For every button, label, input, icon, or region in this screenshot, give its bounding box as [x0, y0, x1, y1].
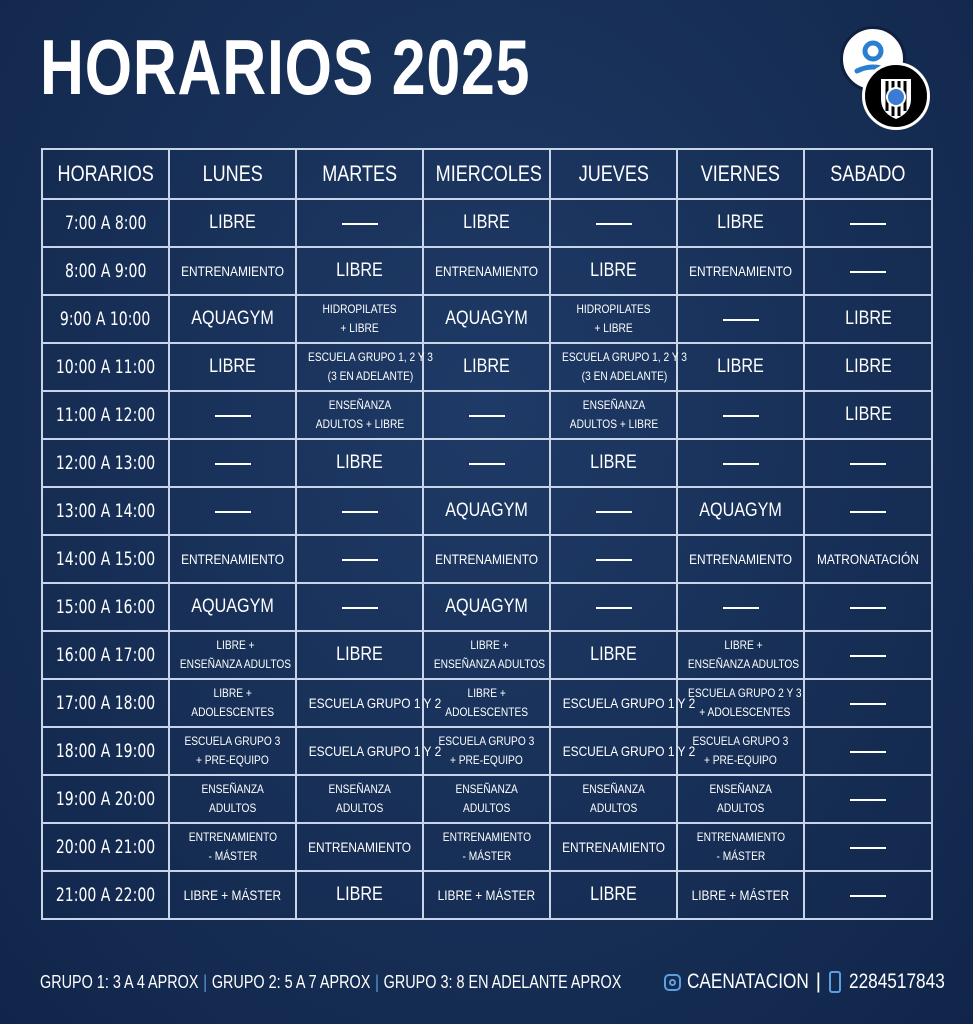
phone-number[interactable]: 2284517843 — [849, 970, 945, 993]
table-row — [42, 199, 932, 247]
table-row — [42, 535, 932, 583]
class-cell — [296, 439, 423, 487]
class-cell — [169, 247, 296, 295]
class-label: ESCUELA GRUPO 1 Y 2 — [562, 695, 696, 711]
class-label: ENTRENAMIENTO — [562, 839, 665, 855]
instagram-icon — [664, 974, 681, 991]
class-cell — [423, 631, 550, 679]
time-slot — [42, 583, 169, 631]
header-row — [42, 149, 932, 199]
class-label: AQUAGYM — [445, 500, 528, 521]
dash-mark — [342, 223, 378, 225]
class-cell — [550, 247, 677, 295]
table-row — [42, 727, 932, 775]
class-label: HIDROPILATES + LIBRE — [322, 302, 397, 335]
class-label: LIBRE — [336, 452, 383, 473]
class-cell — [423, 727, 550, 775]
class-label: LIBRE + ADOLESCENTES — [191, 686, 274, 719]
class-cell — [550, 439, 677, 487]
logos — [838, 26, 934, 130]
class-label: ESCUELA GRUPO 1 Y 2 — [308, 743, 442, 759]
header-label: JUEVES — [578, 161, 649, 186]
time-slot — [42, 343, 169, 391]
empty-slot — [550, 199, 677, 247]
time-slot-label: 7:00 A 8:00 — [64, 212, 147, 234]
class-cell — [423, 823, 550, 871]
table-row — [42, 487, 932, 535]
table-row — [42, 295, 932, 343]
class-cell — [296, 871, 423, 919]
header-miercoles — [423, 149, 550, 199]
class-label: ENTRENAMIENTO — [435, 263, 538, 279]
time-slot — [42, 679, 169, 727]
class-label: LIBRE + ENSEÑANZA ADULTOS — [687, 638, 800, 671]
class-cell — [677, 535, 804, 583]
header-label: MIERCOLES — [435, 161, 542, 186]
class-cell — [677, 631, 804, 679]
empty-slot — [296, 487, 423, 535]
class-cell — [550, 871, 677, 919]
time-slot — [42, 295, 169, 343]
header-label: HORARIOS — [57, 161, 154, 186]
time-slot — [42, 439, 169, 487]
contact-info — [664, 970, 966, 994]
class-label: ENTRENAMIENTO - MÁSTER — [188, 830, 277, 863]
class-cell — [677, 823, 804, 871]
time-slot-label: 13:00 A 14:00 — [55, 500, 156, 522]
table-row — [42, 631, 932, 679]
header-lunes — [169, 149, 296, 199]
class-cell — [677, 343, 804, 391]
empty-slot — [169, 439, 296, 487]
class-label: ENTRENAMIENTO - MÁSTER — [442, 830, 531, 863]
dash-mark — [215, 511, 251, 513]
class-cell — [423, 679, 550, 727]
time-slot — [42, 391, 169, 439]
schedule-table — [41, 148, 933, 920]
class-cell — [677, 487, 804, 535]
class-cell — [804, 535, 932, 583]
class-cell — [550, 343, 687, 391]
class-cell — [169, 823, 296, 871]
table-row — [42, 871, 932, 919]
dash-mark — [596, 511, 632, 513]
class-label: ENTRENAMIENTO — [689, 551, 792, 567]
class-cell — [677, 727, 804, 775]
empty-slot — [804, 583, 932, 631]
class-cell — [677, 679, 804, 727]
time-slot-label: 16:00 A 17:00 — [55, 644, 156, 666]
class-label: ENSEÑANZA ADULTOS — [455, 782, 518, 815]
dash-mark — [850, 847, 886, 849]
class-label: MATRONATACIÓN — [817, 551, 919, 567]
class-cell — [296, 295, 423, 343]
class-label: ESCUELA GRUPO 3 + PRE-EQUIPO — [438, 734, 535, 767]
class-label: ENSEÑANZA ADULTOS + LIBRE — [569, 398, 658, 431]
class-cell — [423, 343, 550, 391]
class-label: LIBRE — [590, 884, 637, 905]
class-cell — [423, 871, 550, 919]
dash-mark — [723, 463, 759, 465]
empty-slot — [423, 391, 550, 439]
header-jueves — [550, 149, 677, 199]
empty-slot — [550, 535, 677, 583]
dash-mark — [850, 751, 886, 753]
class-label: AQUAGYM — [445, 308, 528, 329]
header-label: LUNES — [202, 161, 263, 186]
class-label: LIBRE — [844, 404, 892, 425]
group-legend-3: GRUPO 3: 8 EN ADELANTE APROX — [383, 972, 622, 992]
empty-slot — [804, 247, 932, 295]
empty-slot — [169, 391, 296, 439]
time-slot-label: 19:00 A 20:00 — [55, 788, 156, 810]
class-label: ESCUELA GRUPO 1, 2 Y 3 (3 EN ADELANTE) — [562, 350, 687, 383]
class-cell — [169, 343, 296, 391]
class-cell — [296, 679, 442, 727]
class-label: LIBRE + MÁSTER — [183, 887, 282, 903]
class-label: ESCUELA GRUPO 3 + PRE-EQUIPO — [184, 734, 281, 767]
time-slot — [42, 535, 169, 583]
class-label: LIBRE — [590, 644, 637, 665]
empty-slot — [677, 583, 804, 631]
group-legend-1: GRUPO 1: 3 A 4 APROX — [40, 972, 199, 992]
dash-mark — [342, 559, 378, 561]
header-label: VIERNES — [700, 161, 781, 186]
instagram-handle[interactable]: CAENATACION — [687, 970, 809, 993]
class-cell — [804, 295, 932, 343]
time-slot — [42, 199, 169, 247]
empty-slot — [423, 439, 550, 487]
time-slot — [42, 631, 169, 679]
header-horarios — [42, 149, 169, 199]
class-cell — [550, 823, 677, 871]
time-slot — [42, 775, 169, 823]
dash-mark — [469, 415, 505, 417]
empty-slot — [550, 583, 677, 631]
class-label: ENTRENAMIENTO — [308, 839, 411, 855]
header-sabado — [804, 149, 932, 199]
class-label: AQUAGYM — [699, 500, 782, 521]
dash-mark — [850, 895, 886, 897]
header-martes — [296, 149, 423, 199]
class-cell — [296, 775, 423, 823]
time-slot-label: 21:00 A 22:00 — [55, 884, 156, 906]
class-label: ESCUELA GRUPO 1, 2 Y 3 (3 EN ADELANTE) — [308, 350, 433, 383]
table-row — [42, 391, 932, 439]
class-cell — [550, 295, 677, 343]
dash-mark — [342, 511, 378, 513]
time-slot-label: 18:00 A 19:00 — [55, 740, 156, 762]
empty-slot — [677, 391, 804, 439]
dash-mark — [850, 799, 886, 801]
class-label: LIBRE — [463, 212, 510, 233]
class-label: LIBRE — [590, 260, 637, 281]
class-label: ENTRENAMIENTO — [181, 263, 284, 279]
class-cell — [550, 775, 677, 823]
class-cell — [550, 391, 677, 439]
dash-mark — [850, 271, 886, 273]
dash-mark — [596, 559, 632, 561]
empty-slot — [296, 535, 423, 583]
empty-slot — [677, 295, 804, 343]
table-row — [42, 343, 932, 391]
class-label: LIBRE — [336, 260, 383, 281]
dash-mark — [850, 607, 886, 609]
class-label: LIBRE — [590, 452, 637, 473]
class-label: ENSEÑANZA ADULTOS — [201, 782, 264, 815]
empty-slot — [550, 487, 677, 535]
class-label: ENTRENAMIENTO - MÁSTER — [696, 830, 785, 863]
class-cell — [423, 199, 550, 247]
class-label: ENTRENAMIENTO — [689, 263, 792, 279]
dash-mark — [342, 607, 378, 609]
time-slot-label: 20:00 A 21:00 — [55, 836, 156, 858]
class-label: ESCUELA GRUPO 3 + PRE-EQUIPO — [692, 734, 789, 767]
class-label: ESCUELA GRUPO 1 Y 2 — [308, 695, 442, 711]
class-label: LIBRE — [209, 212, 256, 233]
club-shield-logo-icon — [862, 62, 930, 130]
table-row — [42, 439, 932, 487]
dash-mark — [215, 415, 251, 417]
time-slot — [42, 727, 169, 775]
time-slot — [42, 247, 169, 295]
class-label: ESCUELA GRUPO 1 Y 2 — [562, 743, 696, 759]
class-cell — [296, 343, 433, 391]
time-slot-label: 12:00 A 13:00 — [55, 452, 156, 474]
class-cell — [423, 583, 550, 631]
class-cell — [169, 199, 296, 247]
empty-slot — [804, 439, 932, 487]
class-label: LIBRE + ENSEÑANZA ADULTOS — [433, 638, 546, 671]
empty-slot — [296, 583, 423, 631]
class-cell — [804, 343, 932, 391]
table-row — [42, 583, 932, 631]
class-cell — [296, 631, 423, 679]
dash-mark — [469, 463, 505, 465]
dash-mark — [850, 703, 886, 705]
class-label: AQUAGYM — [191, 596, 274, 617]
empty-slot — [804, 679, 932, 727]
dash-mark — [723, 319, 759, 321]
time-slot-label: 15:00 A 16:00 — [55, 596, 156, 618]
time-slot-label: 17:00 A 18:00 — [55, 692, 156, 714]
class-cell — [550, 631, 677, 679]
group-legend — [40, 972, 621, 993]
dash-mark — [596, 607, 632, 609]
class-cell — [169, 727, 296, 775]
dash-mark — [215, 463, 251, 465]
class-label: ENSEÑANZA ADULTOS — [582, 782, 645, 815]
class-cell — [423, 775, 550, 823]
class-cell — [296, 727, 442, 775]
class-label: LIBRE — [463, 356, 510, 377]
class-cell — [677, 775, 804, 823]
dash-mark — [596, 223, 632, 225]
time-slot — [42, 823, 169, 871]
table-row — [42, 823, 932, 871]
class-cell — [169, 679, 296, 727]
header-label: SABADO — [830, 161, 906, 186]
time-slot-label: 14:00 A 15:00 — [55, 548, 156, 570]
dash-mark — [850, 223, 886, 225]
separator: | — [375, 972, 379, 992]
dash-mark — [850, 463, 886, 465]
class-label: LIBRE + MÁSTER — [437, 887, 536, 903]
empty-slot — [804, 775, 932, 823]
class-label: ENSEÑANZA ADULTOS + LIBRE — [315, 398, 404, 431]
class-cell — [423, 535, 550, 583]
class-cell — [423, 295, 550, 343]
time-slot — [42, 487, 169, 535]
header-label: MARTES — [322, 161, 397, 186]
phone-icon — [829, 971, 841, 993]
class-label: AQUAGYM — [191, 308, 274, 329]
empty-slot — [677, 439, 804, 487]
dash-mark — [723, 607, 759, 609]
class-cell — [296, 823, 423, 871]
class-cell — [169, 583, 296, 631]
class-cell — [550, 727, 696, 775]
time-slot-label: 8:00 A 9:00 — [64, 260, 147, 282]
empty-slot — [804, 823, 932, 871]
class-cell — [296, 247, 423, 295]
class-label: LIBRE — [717, 212, 764, 233]
class-label: LIBRE — [336, 644, 383, 665]
class-cell — [169, 775, 296, 823]
class-label: LIBRE — [717, 356, 764, 377]
class-cell — [423, 487, 550, 535]
table-row — [42, 247, 932, 295]
class-label: ENSEÑANZA ADULTOS — [328, 782, 391, 815]
header-viernes — [677, 149, 804, 199]
table-row — [42, 775, 932, 823]
page-title: HORARIOS 2025 — [40, 23, 531, 111]
class-label: LIBRE + ADOLESCENTES — [445, 686, 528, 719]
class-cell — [169, 871, 296, 919]
time-slot — [42, 871, 169, 919]
empty-slot — [296, 199, 423, 247]
class-cell — [423, 247, 550, 295]
class-label: LIBRE — [336, 884, 383, 905]
time-slot-label: 10:00 A 11:00 — [55, 356, 156, 378]
class-label: AQUAGYM — [445, 596, 528, 617]
empty-slot — [804, 199, 932, 247]
dash-mark — [850, 655, 886, 657]
empty-slot — [804, 487, 932, 535]
class-cell — [169, 631, 296, 679]
class-label: LIBRE — [844, 356, 892, 377]
class-label: ESCUELA GRUPO 2 Y 3 + ADOLESCENTES — [688, 686, 802, 719]
separator: | — [815, 970, 822, 993]
class-label: LIBRE — [209, 356, 256, 377]
empty-slot — [804, 727, 932, 775]
separator: | — [203, 972, 208, 992]
class-label: ENTRENAMIENTO — [181, 551, 284, 567]
class-cell — [550, 679, 696, 727]
class-cell — [677, 199, 804, 247]
time-slot-label: 11:00 A 12:00 — [55, 404, 156, 426]
table-row — [42, 679, 932, 727]
empty-slot — [804, 871, 932, 919]
class-cell — [804, 391, 932, 439]
group-legend-2: GRUPO 2: 5 A 7 APROX — [211, 972, 371, 992]
class-label: LIBRE + ENSEÑANZA ADULTOS — [179, 638, 292, 671]
class-label: LIBRE + MÁSTER — [691, 887, 790, 903]
dash-mark — [850, 511, 886, 513]
class-label: ENTRENAMIENTO — [435, 551, 538, 567]
class-label: LIBRE — [844, 308, 892, 329]
class-label: HIDROPILATES + LIBRE — [576, 302, 651, 335]
class-cell — [677, 247, 804, 295]
class-cell — [169, 535, 296, 583]
time-slot-label: 9:00 A 10:00 — [60, 308, 151, 330]
empty-slot — [169, 487, 296, 535]
class-label: ENSEÑANZA ADULTOS — [709, 782, 772, 815]
dash-mark — [723, 415, 759, 417]
class-cell — [296, 391, 423, 439]
class-cell — [677, 871, 804, 919]
empty-slot — [804, 631, 932, 679]
class-cell — [169, 295, 296, 343]
